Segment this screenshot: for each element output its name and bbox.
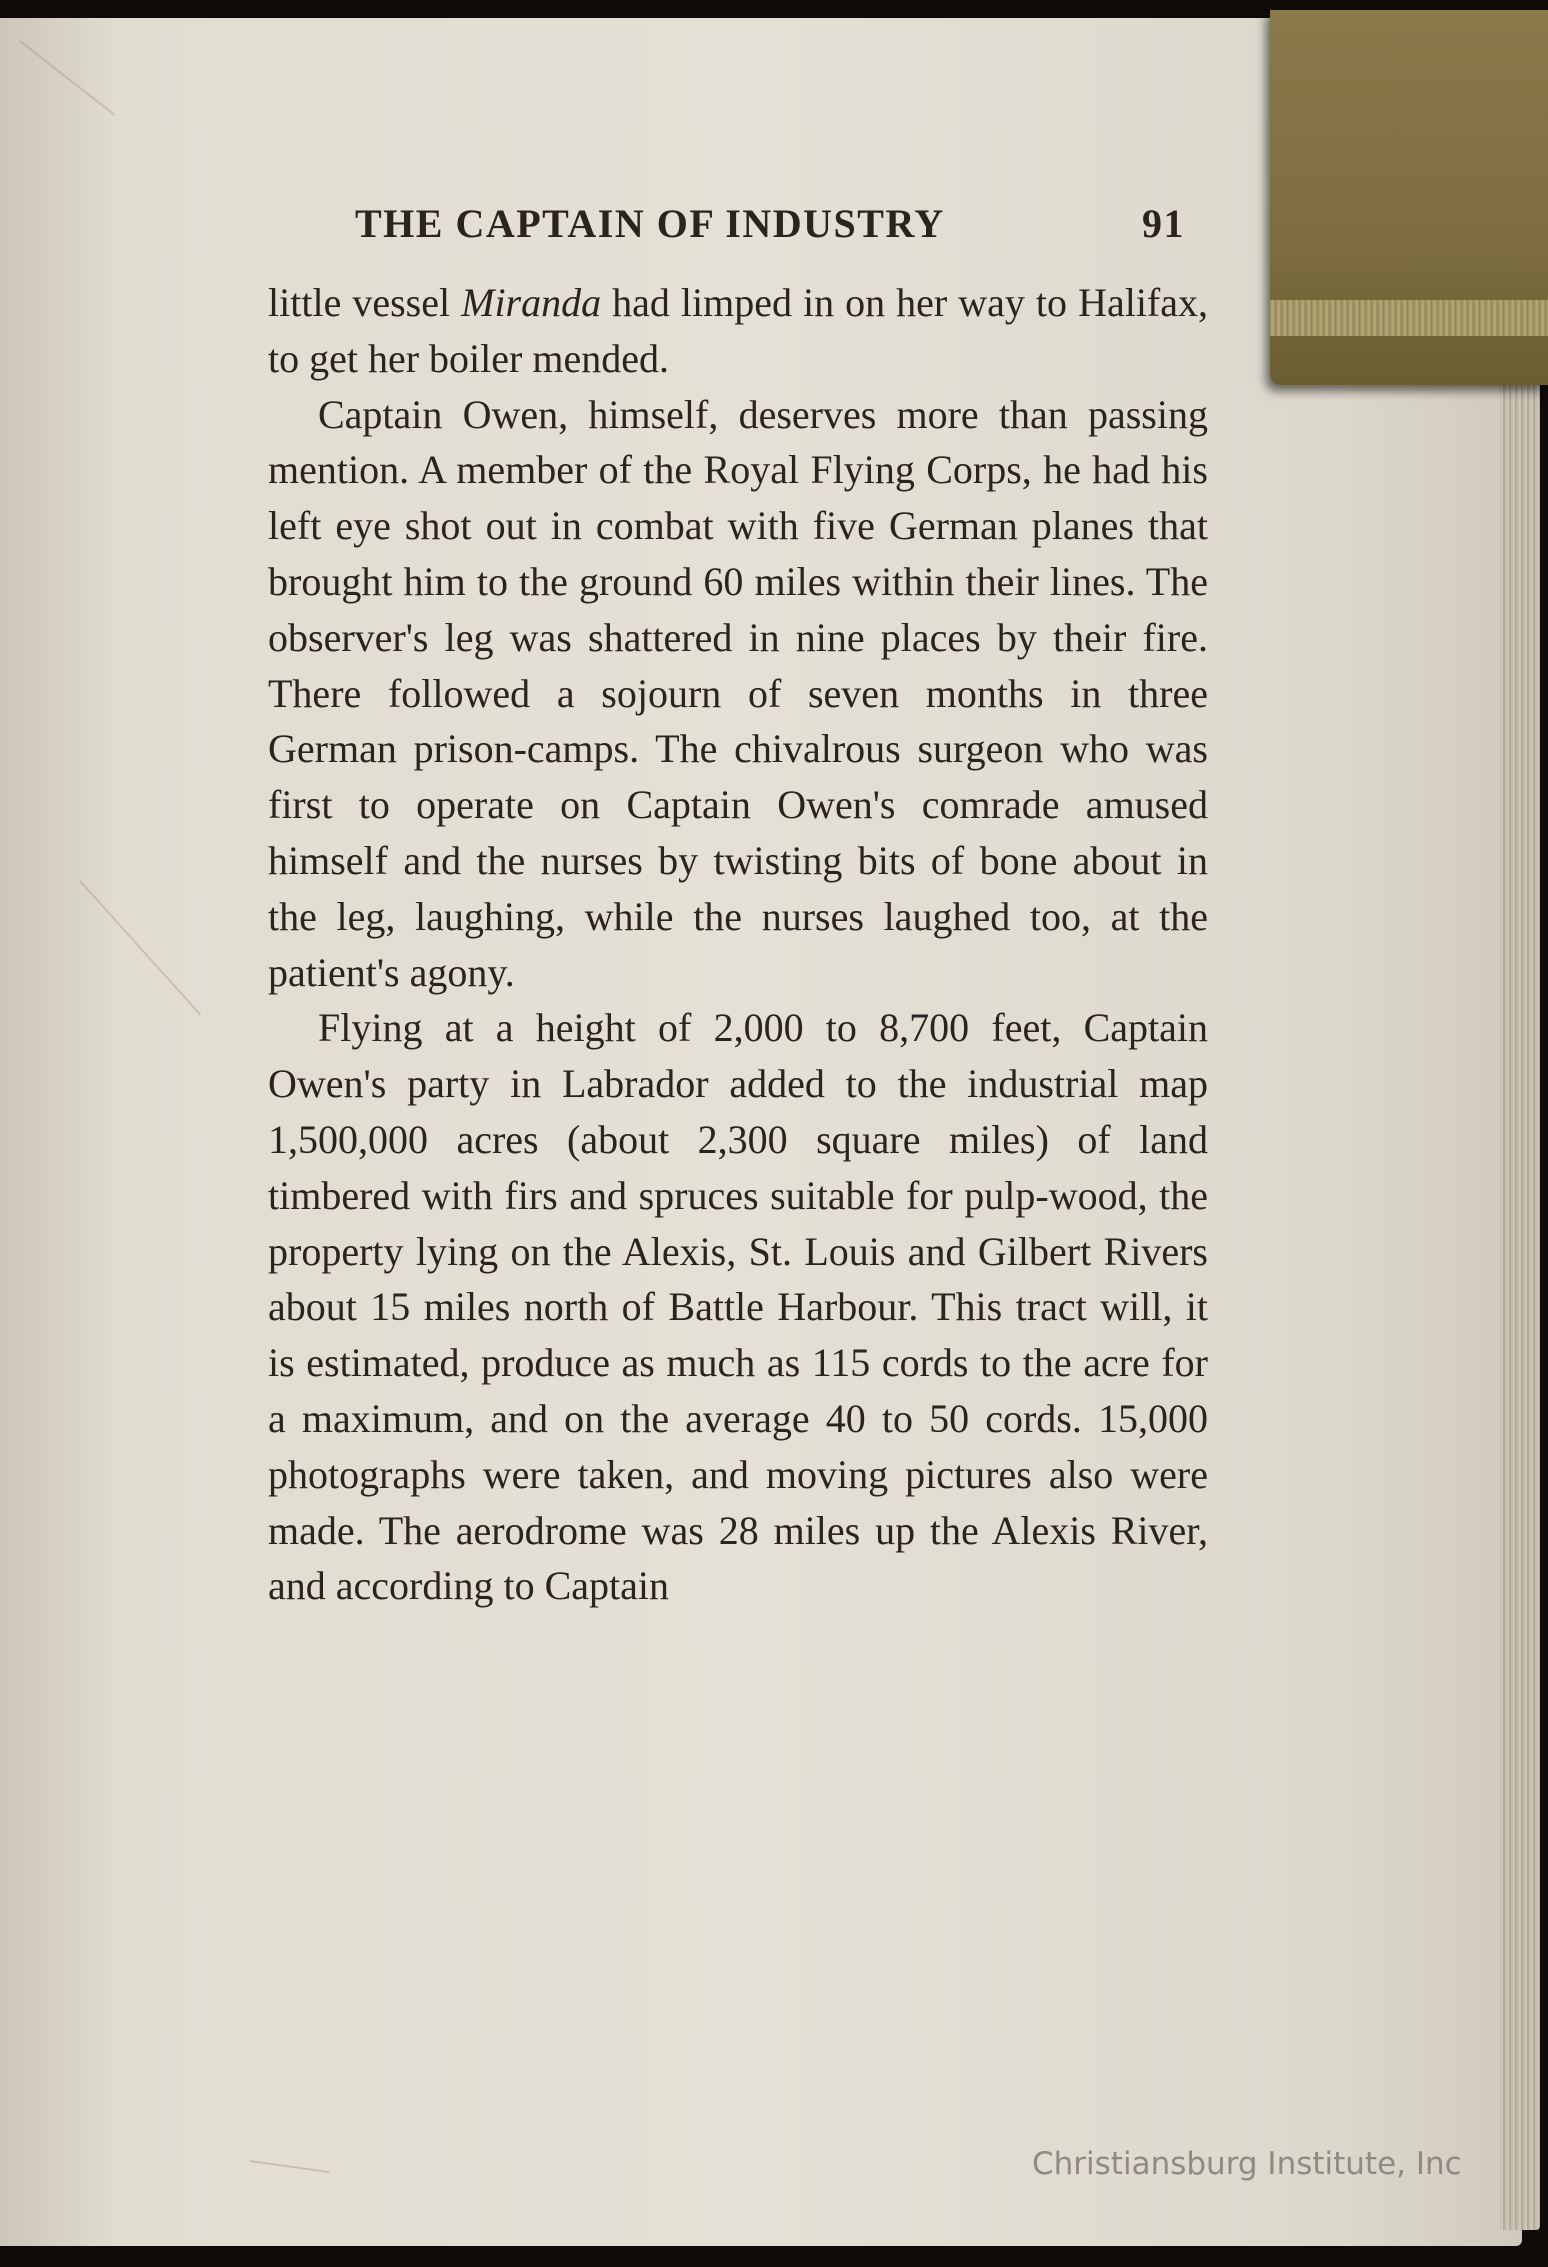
ship-name: Miranda xyxy=(461,280,602,325)
page-number: 91 xyxy=(1142,201,1185,246)
page-edges xyxy=(1500,380,1540,2230)
paragraph-3: Flying at a height of 2,000 to 8,700 feet, Captain Owen's party in Labrador added to the industrial map 1,500,000 acres (about 2,300 square miles) of land timbered with firs and spruces suitable for pulp-wood, the property lying on the Alexis, St. Louis and Gilbert Rivers about 15 miles north of Battle Harbour. This tract will, it is estimated, produce as much as 115 cords to the acre for a maximum, and on the average 40 to 50 cords. 15,000 photographs were taken, and moving pictures also were made. The aerodrome was 28 miles up the Alexis River, and according to Captain xyxy=(268,1005,1208,1609)
watermark: Christiansburg Institute, Inc xyxy=(1032,2146,1462,2182)
bookmark-edge xyxy=(1270,300,1548,336)
paragraph-1-end: had limped in on her way to Halifax, to get her boiler mended. xyxy=(268,280,1209,381)
running-head-title: THE CAPTAIN OF INDUSTRY xyxy=(355,201,945,246)
running-head xyxy=(355,200,1185,247)
body-text xyxy=(268,275,1208,1614)
paragraph-1-start: little vessel xyxy=(268,280,462,325)
paragraph-1 xyxy=(268,275,1208,387)
paragraph-2: Captain Owen, himself, deserves more than passing mention. A member of the Royal Flying Corps, he had his left eye shot out in combat with five German planes that brought him to the ground 60 miles within their lines. The observer's leg was shattered in nine places by their fire. There followed a sojourn of seven months in three German prison-camps. The chivalrous surgeon who was first to operate on Captain Owen's comrade amused himself and the nurses by twisting bits of bone about in the leg, laughing, while the nurses laughed too, at the patient's agony. xyxy=(268,391,1208,995)
